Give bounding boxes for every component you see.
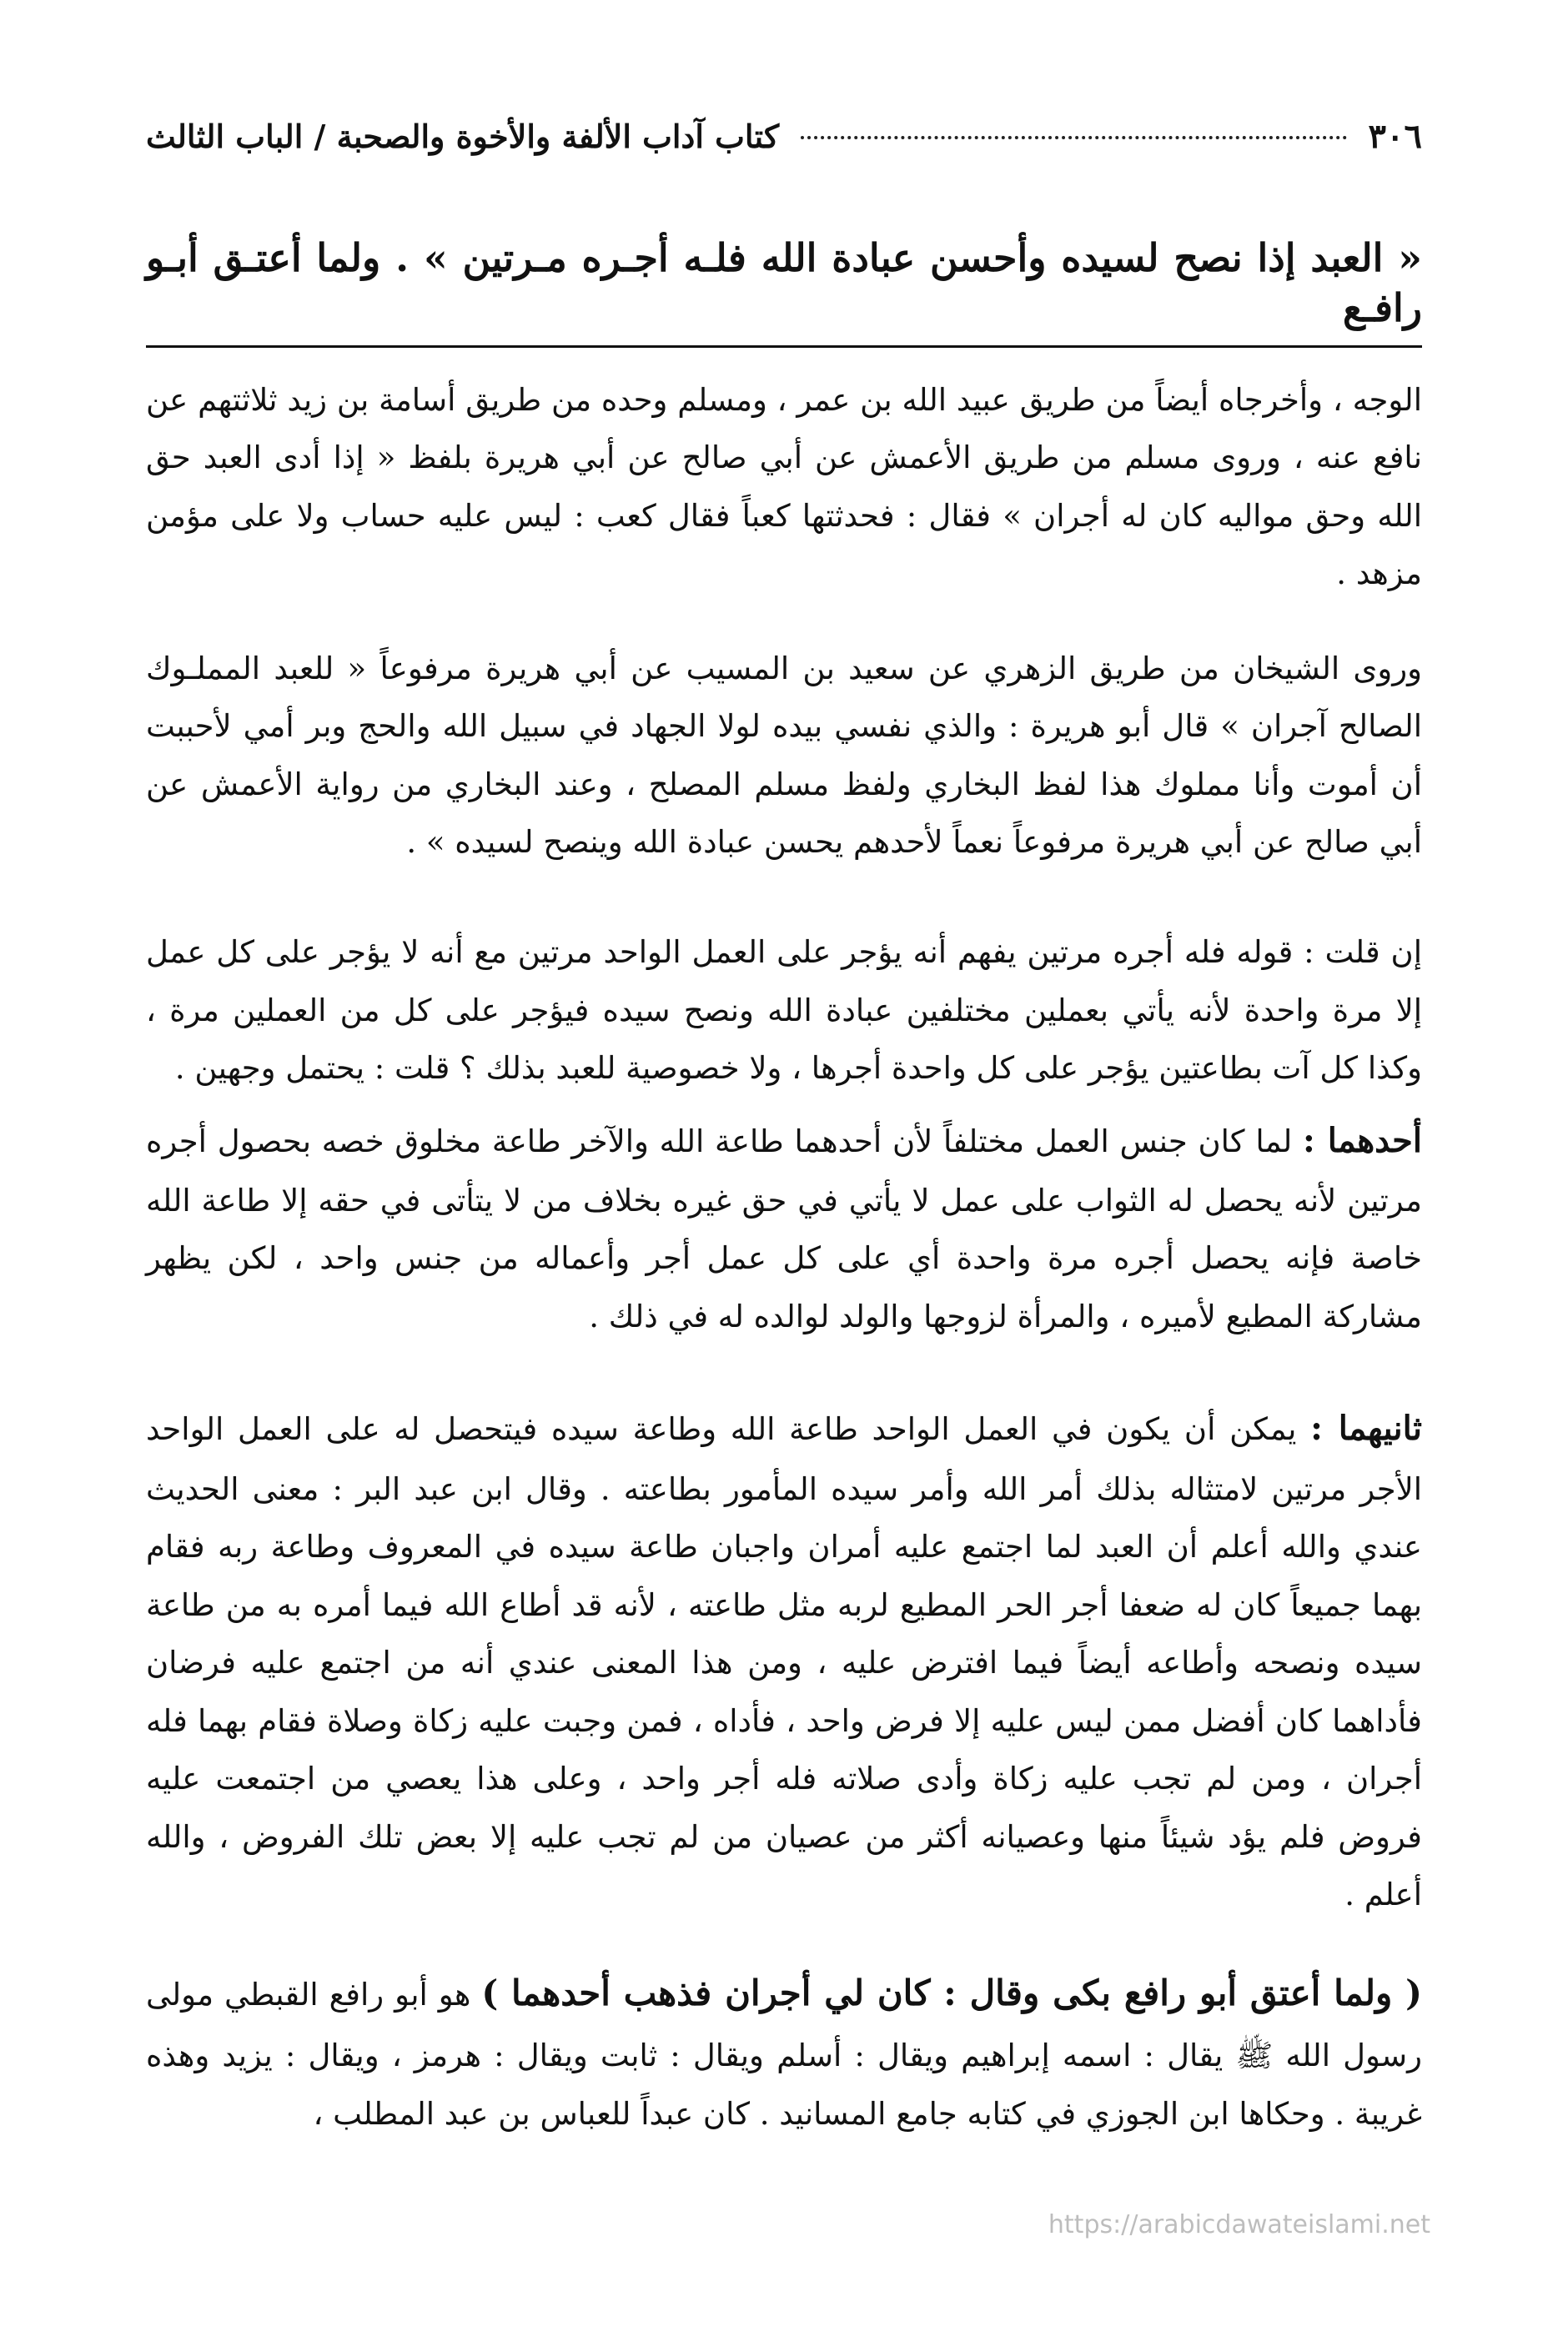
point-two-paragraph bbox=[146, 1397, 1422, 1924]
commentary-paragraph-2: وروى الشيخان من طريق الزهري عن سعيد بن المسيب عن أبي هريرة مرفوعاً « للعبد المملـوك الصالح آجران » قال أبو هريرة : والذي نفسي بيده لولا الجهاد في سبيل الله والحج وبر أمي لأحببت أن أموت وأنا مملوك هذا لفظ البخاري ولفظ مسلم المصلح ، وعند البخاري من رواية الأعمش عن أبي صالح عن أبي هريرة مرفوعاً نعماً لأحدهم يحسن عبادة الله وينصح لسيده » . bbox=[146, 650, 1422, 861]
page-number: ٣٠٦ bbox=[1368, 117, 1422, 156]
point-one-text: لما كان جنس العمل مختلفاً لأن أحدهما طاعة الله والآخر طاعة مخلوق خصه بحصول أجره مرتين لأنه يحصل له الثواب على عمل لا يأتي في حق غيره بخلاف من لا يتأتى في حقه إلا طاعة الله خاصة فإنه يحصل أجره مرة واحدة أي على كل عمل أجر وأعماله من جنس واحد ، لكن يظهر مشاركة المطيع لأميره ، والمرأة لزوجها والولد لوالده له في ذلك . bbox=[146, 1123, 1422, 1334]
commentary-paragraph-3: إن قلت : قوله فله أجره مرتين يفهم أنه يؤجر على العمل الواحد مرتين مع أنه لا يؤجر على كل عمل إلا مرة واحدة لأنه يأتي بعملين مختلفين عبادة الله ونصح سيده فيؤجر على كل من العملين مرة ، وكذا كل آت بطاعتين يؤجر على كل واحدة أجرها ، ولا خصوصية للعبد بذلك ؟ قلت : يحتمل وجهين . bbox=[146, 933, 1422, 1087]
chapter-title: كتاب آداب الألفة والأخوة والصحبة / الباب الثالث bbox=[146, 118, 780, 155]
final-paragraph bbox=[146, 1961, 1422, 2143]
header-dot-leader bbox=[801, 136, 1346, 139]
point-one-paragraph bbox=[146, 1109, 1422, 1346]
final-text: هو أبو رافع القبطي مولى رسول الله ﷺ يقال : اسمه إبراهيم ويقال : أسلم ويقال : ثابت ويقال : هرمز ، ويقال : يزيد وهذه غريبة . وحكاها ابن الجوزي في كتابه جامع المسانيد . كان عبداً للعباس بن عبد المطلب ، bbox=[146, 1977, 1422, 2132]
commentary-paragraph-1: الوجه ، وأخرجاه أيضاً من طريق عبيد الله بن عمر ، ومسلم وحده من طريق أسامة بن زيد ثلاثتهم عن نافع عنه ، وروى مسلم من طريق الأعمش عن أبي صالح عن أبي هريرة بلفظ « إذا أدى العبد حق الله وحق مواليه كان له أجران » فقال : فحدثتها كعباً فقال كعب : ليس عليه حساب ولا على مؤمن مزهد . bbox=[146, 381, 1422, 592]
source-watermark: https://arabicdawateislami.net bbox=[1048, 2210, 1430, 2239]
point-two-text: يمكن أن يكون في العمل الواحد طاعة الله وطاعة سيده فيتحصل له على العمل الواحد الأجر مرتين لامتثاله بذلك أمر الله وأمر سيده المأمور بطاعته . وقال ابن عبد البر : معنى الحديث عندي والله أعلم أن العبد لما اجتمع عليه أمران واجبان طاعة سيده في المعروف وطاعة ربه فقام بهما جميعاً كان له ضعفا أجر الحر المطيع لربه مثل طاعته ، لأنه قد أطاع الله فيما أمره به من طاعة سيده ونصحه وأطاعه أيضاً فيما افترض عليه ، ومن هذا المعنى عندي أنه من اجتمع عليه فرضان فأداهما كان أفضل ممن ليس عليه إلا فرض واحد ، فأداه ، فمن وجبت عليه زكاة وصلاة فقام بهما فله أجران ، ومن لم تجب عليه زكاة وأدى صلاته فله أجر واحد ، وعلى هذا يعصي من اجتمعت عليه فروض فلم يؤد شيئاً منها وعصيانه أكثر من عصيان من لم تجب عليه إلا بعض تلك الفروض ، والله أعلم . bbox=[146, 1411, 1422, 1913]
point-one-lead: أحدهما : bbox=[1303, 1120, 1422, 1160]
separator-rule bbox=[146, 345, 1422, 348]
point-two-lead: ثانيهما : bbox=[1310, 1409, 1423, 1449]
hadith-quote: ( ولما أعتق أبو رافع بكى وقال : كان لي أجران فذهب أحدهما ) bbox=[481, 1973, 1422, 2013]
hadith-matn-line: « العبد إذا نصح لسيده وأحسن عبادة الله فلـه أجـره مـرتين » . ولما أعتـق أبـو رافـع bbox=[146, 235, 1422, 330]
running-header bbox=[146, 117, 1422, 175]
